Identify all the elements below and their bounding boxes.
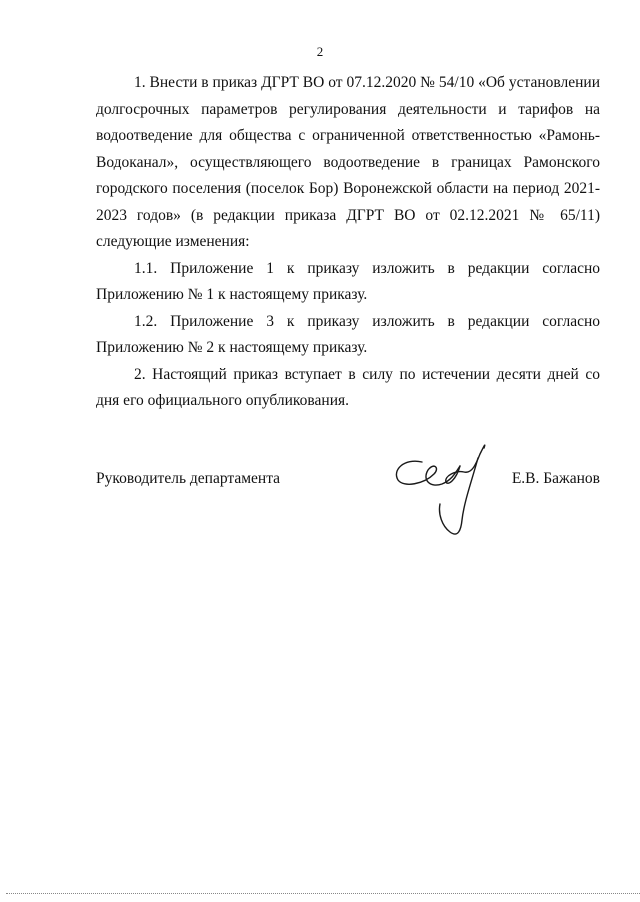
paragraph-1: 1. Внести в приказ ДГРТ ВО от 07.12.2020 № 54/10 «Об установлении долгосрочных параметров регулирования деятельности и тарифов на водоотведение для общества с ограниченной ответственностью «Рамонь-Водоканал», осуществляющего водоотведение в границах Рамонского городского поселения (поселок Бор) Воронежской области на период 2021-2023 годов» (в редакции приказа ДГРТ ВО от 02.12.2021 № 65/11) следующие изменения: xyxy=(96,74,600,250)
document-body xyxy=(96,70,600,415)
paragraph-2: 2. Настоящий приказ вступает в силу по истечении десяти дней со дня его официального опубликования. xyxy=(96,365,600,409)
paragraph-1-1: 1.1. Приложение 1 к приказу изложить в редакции согласно Приложению № 1 к настоящему приказу. xyxy=(96,259,600,303)
page-number: 2 xyxy=(316,44,324,59)
signatory-name: Е.В. Бажанов xyxy=(511,470,600,487)
handwritten-signature xyxy=(390,440,496,540)
bottom-rule xyxy=(6,893,640,894)
paragraph-1-2: 1.2. Приложение 3 к приказу изложить в редакции согласно Приложению № 2 к настоящему приказу. xyxy=(96,312,600,356)
signature-block xyxy=(96,470,600,500)
signatory-title: Руководитель департамента xyxy=(96,470,281,487)
